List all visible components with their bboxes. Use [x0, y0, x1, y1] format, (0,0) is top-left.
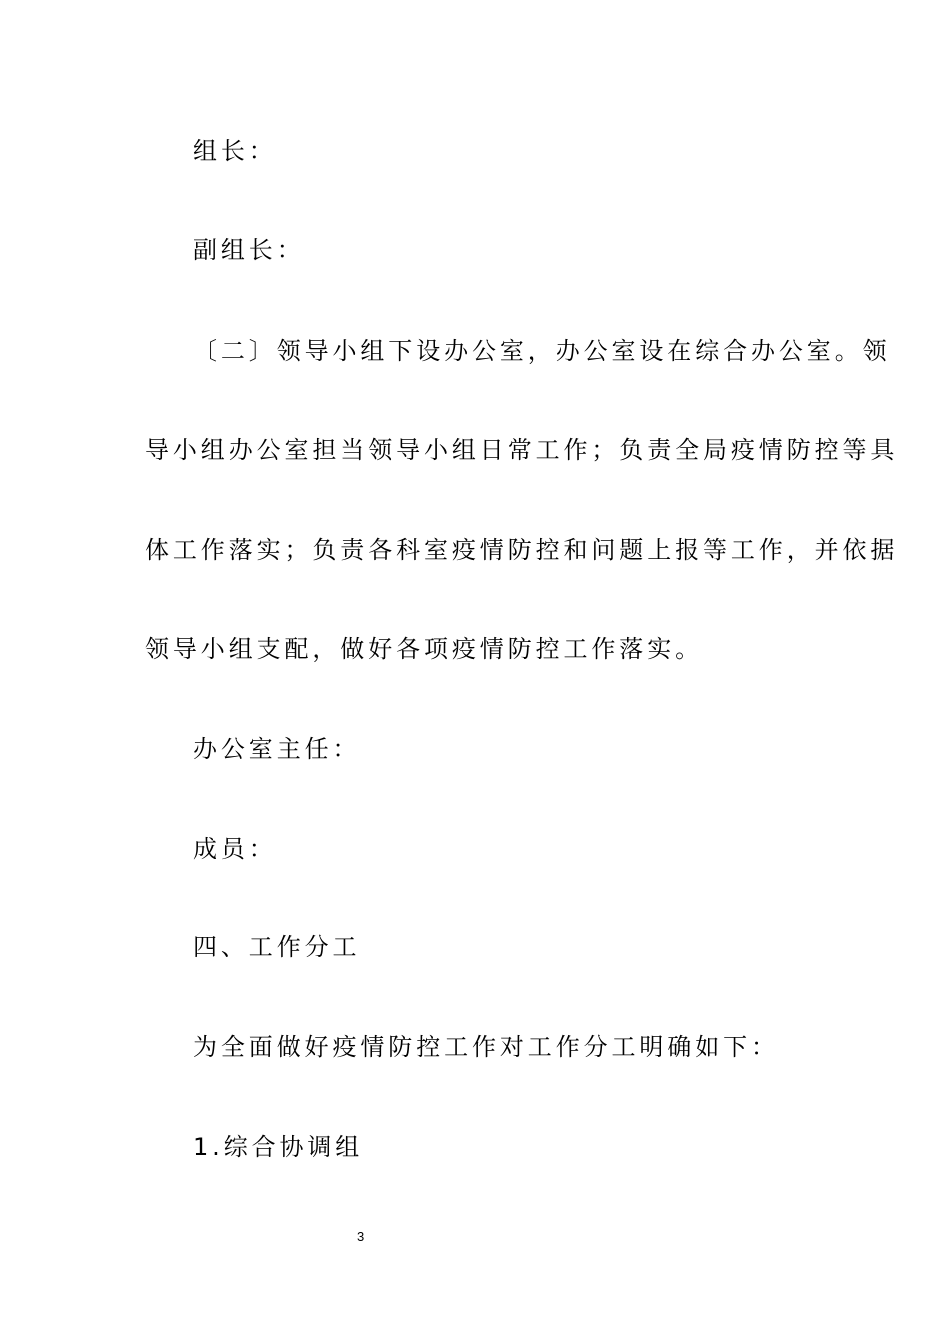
line-leader: 组长：	[193, 137, 277, 165]
subheading-coordination-group: 1.综合协调组	[193, 1133, 364, 1161]
paragraph-office-line-1: 〔二〕领导小组下设办公室，办公室设在综合办公室。领	[193, 337, 891, 365]
page-number: 3	[357, 1229, 365, 1244]
paragraph-office-line-2: 导小组办公室担当领导小组日常工作；负责全局疫情防控等具	[145, 436, 899, 464]
line-deputy-leader: 副组长：	[193, 236, 305, 264]
section-heading-work-division: 四、工作分工	[193, 933, 361, 961]
line-office-director: 办公室主任：	[193, 735, 361, 763]
paragraph-office-line-4: 领导小组支配，做好各项疫情防控工作落实。	[145, 635, 703, 663]
paragraph-division-intro: 为全面做好疫情防控工作对工作分工明确如下：	[193, 1033, 779, 1061]
paragraph-office-line-3: 体工作落实；负责各科室疫情防控和问题上报等工作，并依据	[145, 536, 899, 564]
line-members: 成员：	[193, 835, 277, 863]
